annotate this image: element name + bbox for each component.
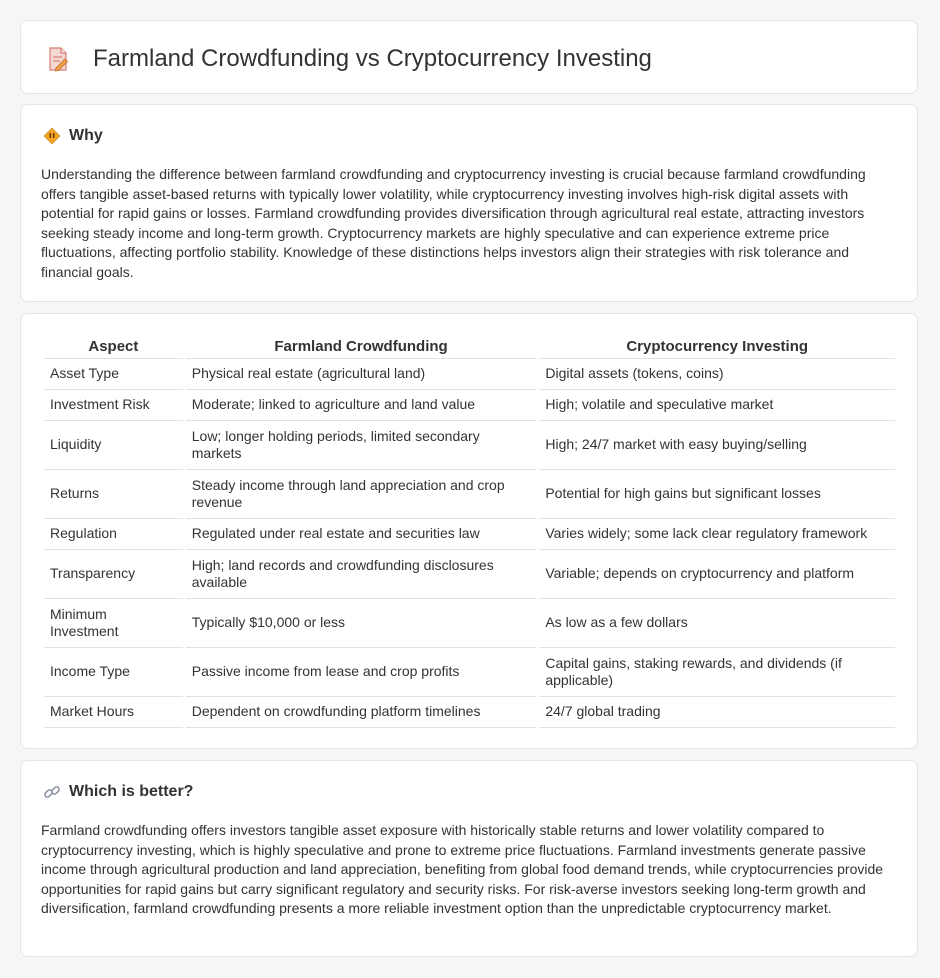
farmland-cell: Regulated under real estate and securities law [186, 519, 537, 550]
page-title: Farmland Crowdfunding vs Cryptocurrency Investing [93, 45, 652, 72]
table-row [44, 550, 895, 599]
aspect-cell: Investment Risk [44, 390, 183, 421]
table-row [44, 519, 895, 550]
aspect-cell: Liquidity [44, 421, 183, 470]
aspect-cell: Minimum Investment [44, 599, 183, 648]
column-header-farmland: Farmland Crowdfunding [186, 334, 537, 359]
header-card [20, 20, 918, 94]
crypto-cell: High; volatile and speculative market [539, 390, 895, 421]
crypto-cell: Variable; depends on cryptocurrency and platform [539, 550, 895, 599]
farmland-cell: Moderate; linked to agriculture and land value [186, 390, 537, 421]
better-title: Which is better? [69, 783, 194, 800]
document-pencil-icon [47, 46, 69, 72]
better-heading [43, 783, 193, 801]
table-row [44, 421, 895, 470]
crypto-cell: Varies widely; some lack clear regulatory framework [539, 519, 895, 550]
aspect-cell: Transparency [44, 550, 183, 599]
why-heading [43, 127, 103, 145]
table-row [44, 390, 895, 421]
table-row [44, 470, 895, 519]
farmland-cell: High; land records and crowdfunding disclosures available [186, 550, 537, 599]
crypto-cell: High; 24/7 market with easy buying/selling [539, 421, 895, 470]
aspect-cell: Returns [44, 470, 183, 519]
aspect-cell: Asset Type [44, 359, 183, 390]
why-section [20, 104, 918, 302]
column-header-crypto: Cryptocurrency Investing [539, 334, 895, 359]
crypto-cell: Digital assets (tokens, coins) [539, 359, 895, 390]
farmland-cell: Passive income from lease and crop profits [186, 648, 537, 697]
table-header-row [44, 334, 895, 359]
comparison-table [41, 334, 898, 728]
crypto-cell: 24/7 global trading [539, 697, 895, 728]
aspect-cell: Market Hours [44, 697, 183, 728]
table-row [44, 599, 895, 648]
farmland-cell: Low; longer holding periods, limited secondary markets [186, 421, 537, 470]
crypto-cell: Potential for high gains but significant losses [539, 470, 895, 519]
table-row [44, 359, 895, 390]
link-icon [43, 783, 61, 801]
farmland-cell: Steady income through land appreciation and crop revenue [186, 470, 537, 519]
aspect-cell: Income Type [44, 648, 183, 697]
farmland-cell: Typically $10,000 or less [186, 599, 537, 648]
column-header-aspect: Aspect [44, 334, 183, 359]
which-is-better-section [20, 760, 918, 957]
farmland-cell: Physical real estate (agricultural land) [186, 359, 537, 390]
crypto-cell: Capital gains, staking rewards, and dividends (if applicable) [539, 648, 895, 697]
diamond-warning-icon [43, 127, 61, 145]
farmland-cell: Dependent on crowdfunding platform timelines [186, 697, 537, 728]
better-text: Farmland crowdfunding offers investors tangible asset exposure with historically stable returns and lower volatility compared to cryptocurrency investing, which is highly speculative and prone to extreme price fluctuations. Farmland investments generate passive income through agricultural production and land appreciation, benefiting from global food demand trends, while cryptocurrencies provide opportunities for rapid gains but carry significant regulatory and security risks. For risk-averse investors seeking long-term growth and diversification, farmland crowdfunding presents a more reliable investment option than the unpredictable cryptocurrency market. [41, 822, 884, 916]
why-text: Understanding the difference between farmland crowdfunding and cryptocurrency investing is crucial because farmland crowdfunding offers tangible asset-based returns with typically lower volatility, while cryptocurrency investing involves high-risk digital assets with potential for rapid gains or losses. Farmland crowdfunding provides diversification through agricultural real estate, attracting investors seeking steady income and long-term growth. Cryptocurrency markets are highly speculative and can experience extreme price fluctuations, affecting portfolio stability. Knowledge of these distinctions helps investors align their strategies with risk tolerance and financial goals. [41, 166, 866, 280]
comparison-card [20, 313, 918, 749]
table-row [44, 697, 895, 728]
table-row [44, 648, 895, 697]
aspect-cell: Regulation [44, 519, 183, 550]
why-title: Why [69, 127, 103, 144]
title-row [47, 45, 652, 73]
crypto-cell: As low as a few dollars [539, 599, 895, 648]
